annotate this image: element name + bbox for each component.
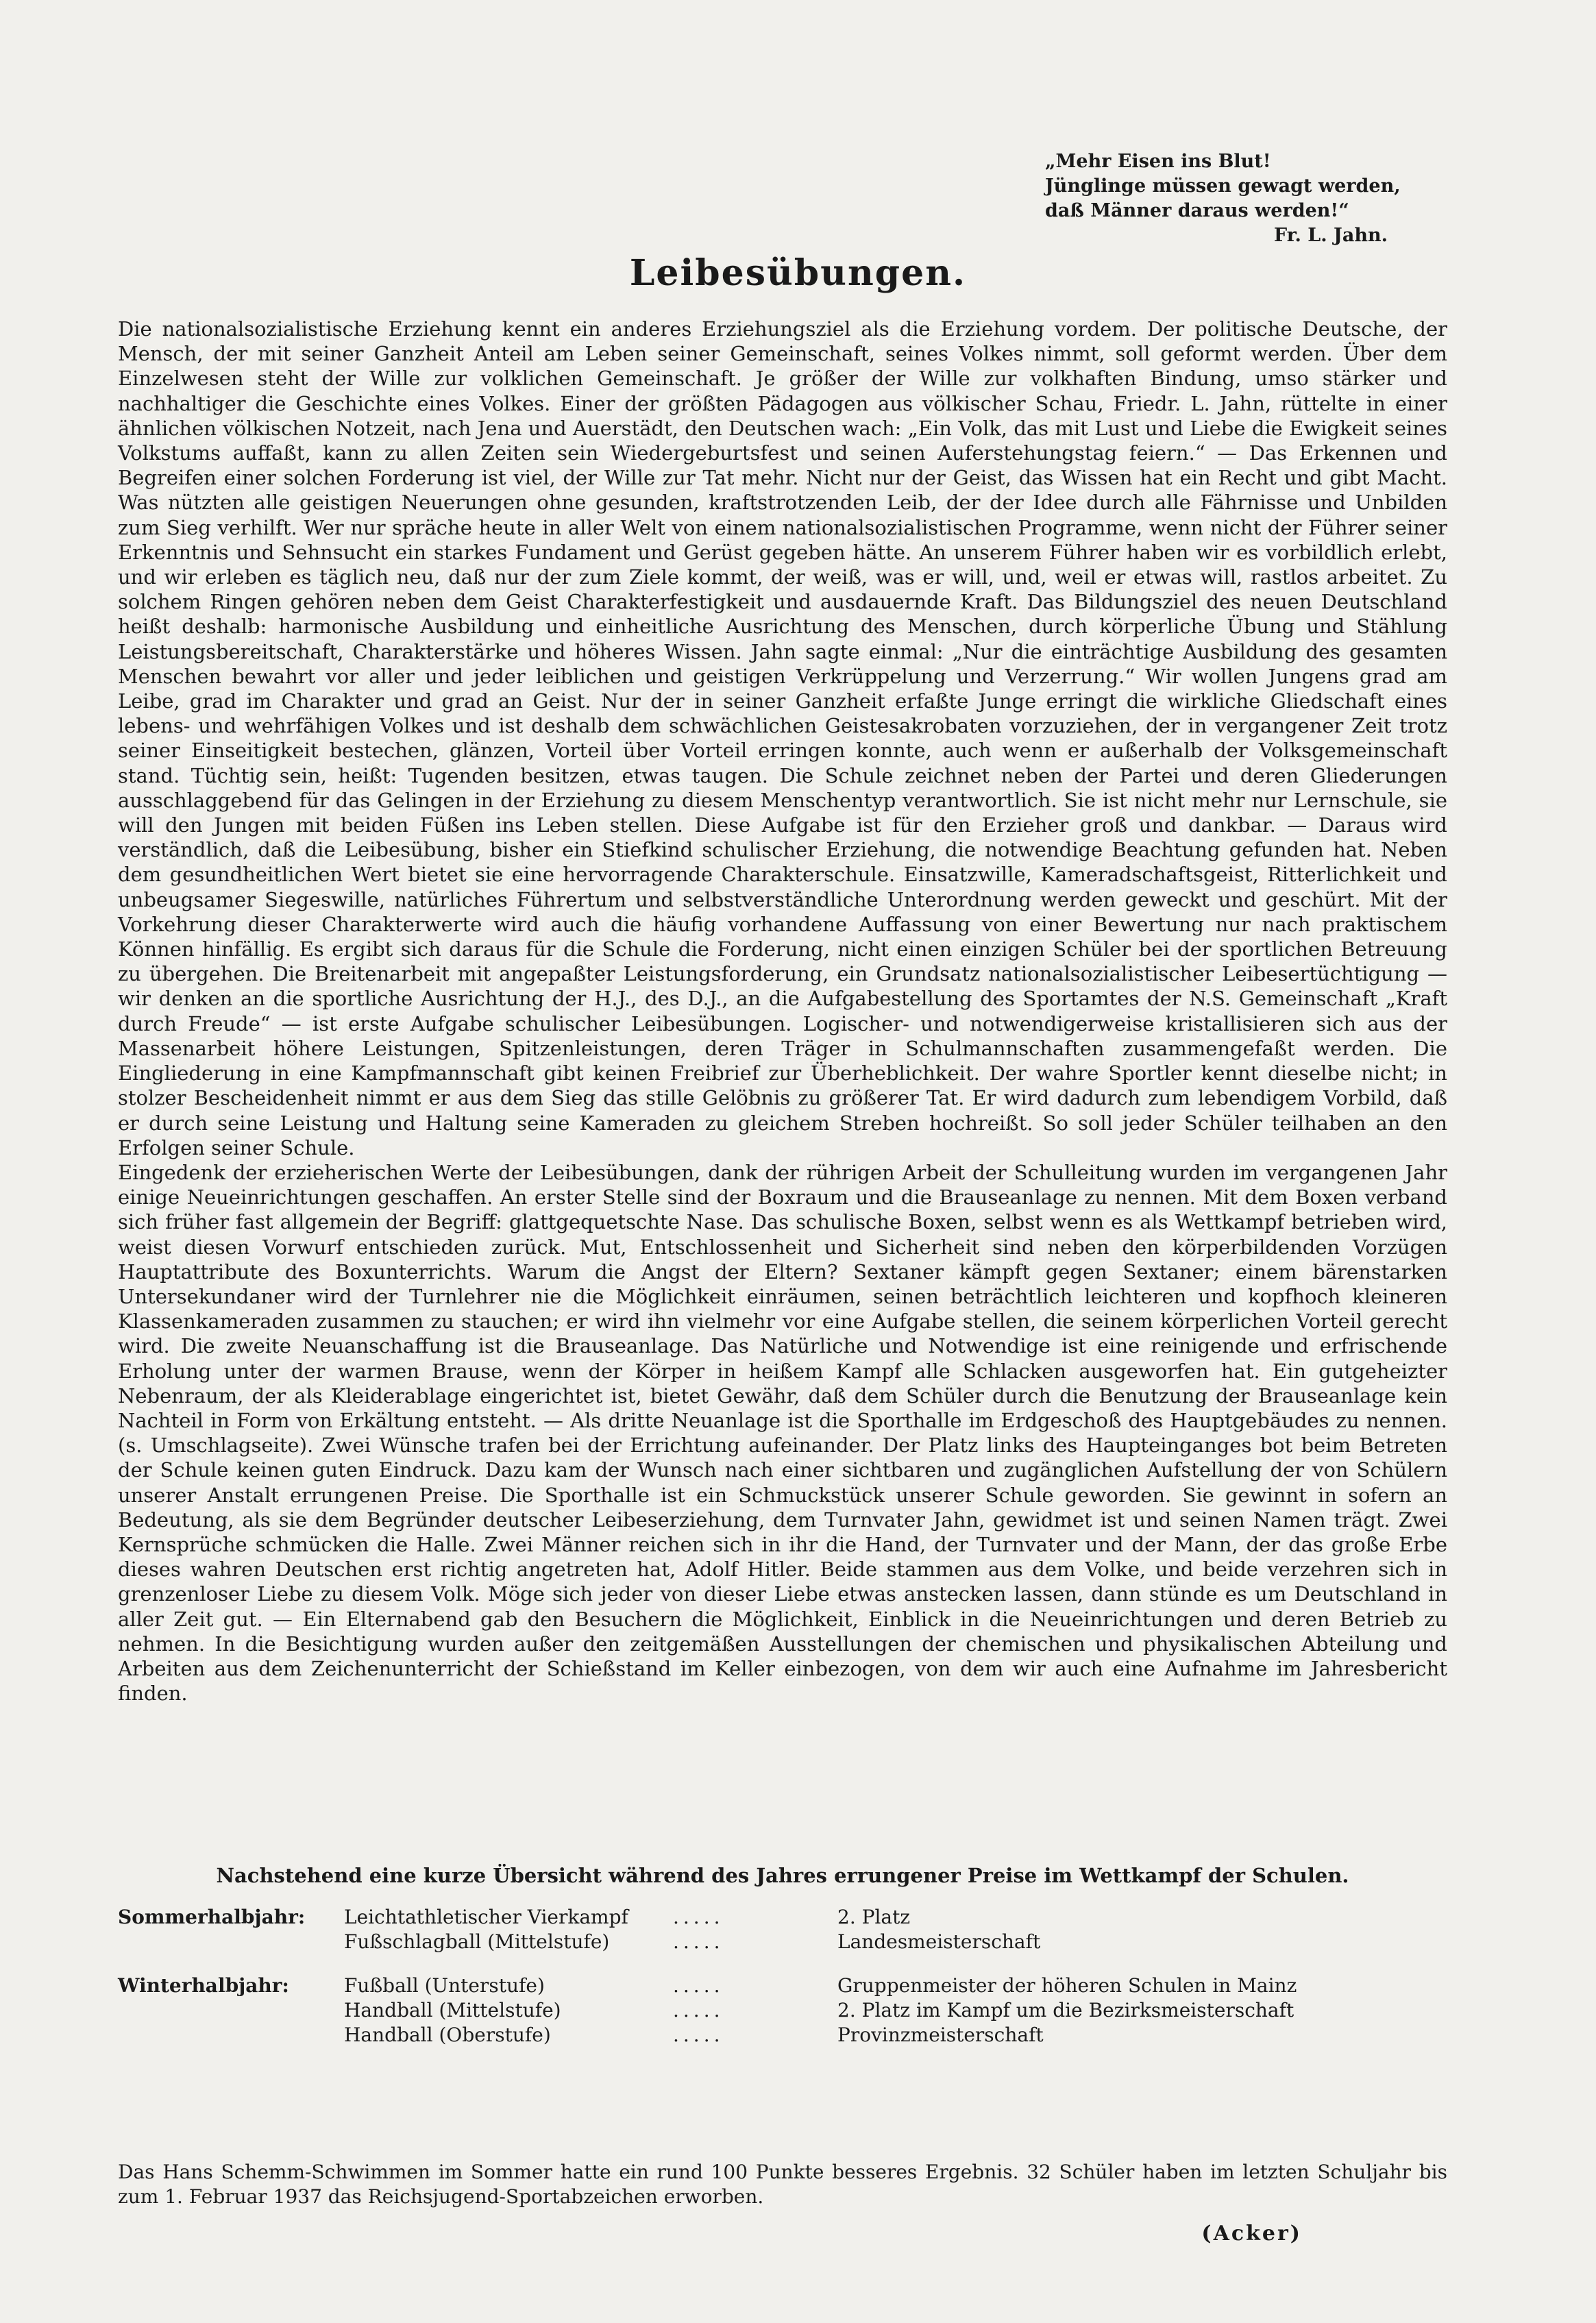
season-label: Winterhalbjahr: [118,1974,289,1997]
paragraph-1: Die nationalsozialistische Erziehung kennt ein anderes Erziehungsziel als die Erziehung vordem. Der politische Deutsche, der Mensch, der mit seiner Ganzheit Anteil am Leben seiner Gemeinschaft, seines Volkes nimmt, soll geformt werden. Über dem Einzelwesen steht der Wille zur volklichen Gemeinschaft. Je größer der Wille zur volkhaften Bindung, umso stärker und nachhaltiger die Geschichte eines Volkes. Einer der größten Pädagogen aus völkischer Schau, Friedr. L. Jahn, rüttelte in einer ähnlichen völkischen Notzeit, nach Jena und Auerstädt, den Deutschen wach: „Ein Volk, das mit Lust und Liebe die Ewigkeit seines Volkstums auffaßt, kann zu allen Zeiten sein Wiedergeburtsfest und seinen Auferstehungstag feiern.“ — Das Erkennen und Begreifen einer solchen Forderung ist viel, der Wille zur Tat mehr. Nicht nur der Geist, das Wissen hat ein Recht und gibt Macht. Was nützten alle geistigen Neuerungen ohne gesunden, kraftstrotzenden Leib, der der Idee durch alle Fährnisse und Unbilden zum Sieg verhilft. Wer nur spräche heute in aller Welt von einem nationalsozialistischen Programme, wenn nicht der Führer seiner Erkenntnis und Sehnsucht ein starkes Fundament und Gerüst gegeben hätte. An unserem Führer haben wir es vorbildlich erlebt, und wir erleben es täglich neu, daß nur der zum Ziele kommt, der weiß, was er will, und, weil er etwas will, rastlos arbeitet. Zu solchem Ringen gehören neben dem Geist Charakterfestigkeit und ausdauernde Kraft. Das Bildungsziel des neuen Deutschland heißt deshalb: harmonische Ausbildung und einheitliche Ausrichtung des Menschen, durch körperliche Übung und Stählung Leistungsbereitschaft, Charakterstärke und höheres Wissen. Jahn sagte einmal: „Nur die einträchtige Ausbildung des gesamten Menschen bewahrt vor aller und jeder leiblichen und geistigen Verkrüppelung und Verzerrung.“ Wir wollen Jungens grad am Leibe, grad im Charakter und grad an Geist. Nur der in seiner Ganzheit erfaßte Junge erringt die wirkliche Gliedschaft eines lebens- und wehrfähigen Volkes und ist deshalb dem schwächlichen Geistesakrobaten vorzuziehen, der in vergangener Zeit trotz seiner Einseitigkeit bestechen, glänzen, Vorteil über Vorteil erringen konnte, auch wenn er außerhalb der Volksgemeinschaft stand. Tüchtig sein, heißt: Tugenden besitzen, etwas taugen. Die Schule zeichnet neben der Partei und deren Gliederungen ausschlaggebend für das Gelingen in der Erziehung zu diesem Menschentyp verantwortlich. Sie ist nicht mehr nur Lernschule, sie will den Jungen mit beiden Füßen ins Leben stellen. Diese Aufgabe ist für den Erzieher groß und dankbar. — Daraus wird verständlich, daß die Leibesübung, bisher ein Stiefkind schulischer Erziehung, die notwendige Beachtung gefunden hat. Neben dem gesundheitlichen Wert bietet sie eine hervorragende Charakterschule. Einsatzwille, Kameradschaftsgeist, Ritterlichkeit und unbeugsamer Siegeswille, natürliches Führertum und selbstverständliche Unterordnung werden geweckt und geschürt. Mit der Vorkehrung dieser Charakterwerte wird auch die häufig vorhandene Auffassung von einer Bewertung nur nach praktischem Können hinfällig. Es ergibt sich daraus für die Schule die Forderung, nicht einen einzigen Schüler bei der sportlichen Betreuung zu übergehen. Die Breitenarbeit mit angepaßter Leistungsforderung, ein Grundsatz nationalsozialistischer Leibesertüchtigung — wir denken an die sportliche Ausrichtung der H.J., des D.J., an die Aufgabestellung des Sportamtes der N.S. Gemeinschaft „Kraft durch Freude“ — ist erste Aufgabe schulischer Leibesübungen. Logischer- und notwendigerweise kristallisieren sich aus der Massenarbeit höhere Leistungen, Spitzenleistungen, deren Träger in Schulmannschaften zusammengefaßt werden. Die Eingliederung in eine Kampfmannschaft gibt keinen Freibrief zur Überheblichkeit. Der wahre Sportler kennt dieselbe nicht; in stolzer Bescheidenheit nimmt er aus dem Sieg das stille Gelöbnis zu größerer Tat. Er wird dadurch zum lebendigem Vorbild, daß er durch seine Leistung und Haltung seine Kameraden zu gleichem Streben hochreißt. So soll jeder Schüler teilhaben an den Erfolgen seiner Schule. [118,317,1447,1159]
prize-list [118,1905,1447,2067]
motto-line-2: Jünglinge müssen gewagt werden, [1045,175,1401,197]
prize-result: Provinzmeisterschaft [837,2024,1044,2046]
season-label: Sommerhalbjahr: [118,1906,306,1928]
prize-result: Gruppenmeister der höheren Schulen in Mainz [837,1974,1297,1997]
prize-overview-heading: Nachstehend eine kurze Übersicht während des Jahres errungener Preise im Wettkampf der Schulen. [216,1864,1349,1887]
prize-row [118,1998,1447,2023]
prize-event: Handball (Mittelstufe) [344,1999,561,2021]
prize-row [118,2023,1447,2048]
prize-event: Leichtathletischer Vierkampf [344,1906,628,1928]
body-text [118,317,1447,1706]
prize-leader: ..... [673,1999,724,2021]
page-title: Leibesübungen. [629,252,967,294]
prize-leader: ..... [673,1974,724,1997]
motto-author: Fr. L. Jahn. [1274,225,1388,246]
prize-leader: ..... [673,2024,724,2046]
motto-line-3: daß Männer daraus werden!“ [1045,200,1349,221]
prize-row [118,1905,1447,1930]
prize-result: 2. Platz im Kampf um die Bezirksmeisterschaft [837,1999,1294,2021]
closing-paragraph: Das Hans Schemm-Schwimmen im Sommer hatte ein rund 100 Punkte besseres Ergebnis. 32 Schüler haben im letzten Schuljahr bis zum 1. Februar 1937 das Reichsjugend-Sportabzeichen erworben. [118,2161,1447,2208]
season-winter [118,1974,1447,2048]
paragraph-2: Eingedenk der erzieherischen Werte der Leibesübungen, dank der rührigen Arbeit der Schulleitung wurden im vergangenen Jahr einige Neueinrichtungen geschaffen. An erster Stelle sind der Boxraum und die Brauseanlage zu nennen. Mit dem Boxen verband sich früher fast allgemein der Begriff: glattgequetschte Nase. Das schulische Boxen, selbst wenn es als Wettkampf betrieben wird, weist diesen Vorwurf entschieden zurück. Mut, Entschlossenheit und Sicherheit sind neben den körperbildenden Vorzügen Hauptattribute des Boxunterrichts. Warum die Angst der Eltern? Sextaner kämpft gegen Sextaner; einem bärenstarken Untersekundaner wird der Turnlehrer nie die Möglichkeit einräumen, seinen beträchtlich leichteren und kopfhoch kleineren Klassenkameraden zusammen zu stauchen; er wird ihn vielmehr vor eine Aufgabe stellen, die seinem körperlichen Vorteil gerecht wird. Die zweite Neuanschaffung ist die Brauseanlage. Das Natürliche und Notwendige ist eine reinigende und erfrischende Erholung unter der warmen Brause, wenn der Körper in heißem Kampf alle Schlacken ausgeworfen hat. Ein gutgeheizter Nebenraum, der als Kleiderablage eingerichtet ist, bietet Gewähr, daß dem Schüler durch die Benutzung der Brauseanlage kein Nachteil in Form von Erkältung entsteht. — Als dritte Neuanlage ist die Sporthalle im Erdgeschoß des Hauptgebäudes zu nennen. (s. Umschlagseite). Zwei Wünsche trafen bei der Errichtung aufeinander. Der Platz links des Haupteinganges bot beim Betreten der Schule keinen guten Eindruck. Dazu kam der Wunsch nach einer sichtbaren und zugänglichen Aufstellung der von Schülern unserer Anstalt errungenen Preise. Die Sporthalle ist ein Schmuckstück unserer Schule geworden. Sie gewinnt in sofern an Bedeutung, als sie dem Begründer deutscher Leibeserziehung, dem Turnvater Jahn, gewidmet ist und seinen Namen trägt. Zwei Kernsprüche schmücken die Halle. Zwei Männer reichen sich in ihr die Hand, der Turnvater und der Mann, der das große Erbe dieses wahren Deutschen erst richtig angetreten hat, Adolf Hitler. Beide stammen aus dem Volke, und beide verzehren sich in grenzenloser Liebe zu diesem Volk. Möge sich jeder von dieser Liebe etwas anstecken lassen, dann stünde es um Deutschland in aller Zeit gut. — Ein Elternabend gab den Besuchern die Möglichkeit, Einblick in die Neueinrichtungen und deren Betrieb zu nehmen. In die Besichtigung wurden außer den zeitgemäßen Ausstellungen der chemischen und physikalischen Abteilung und Arbeiten aus dem Zeichenunterricht der Schießstand im Keller einbezogen, von dem wir auch eine Aufnahme im Jahresbericht finden. [118,1160,1447,1706]
prize-row [118,1930,1447,1954]
season-summer [118,1905,1447,1954]
prize-event: Handball (Oberstufe) [344,2024,551,2046]
prize-row [118,1974,1447,1998]
prize-event: Fußschlagball (Mittelstufe) [344,1930,610,1953]
motto-quote [1045,149,1429,248]
prize-event: Fußball (Unterstufe) [344,1974,545,1997]
prize-leader: ..... [673,1906,724,1928]
prize-result: Landesmeisterschaft [837,1930,1041,1953]
motto-line-1: „Mehr Eisen ins Blut! [1045,151,1271,172]
prize-leader: ..... [673,1930,724,1953]
prize-result: 2. Platz [837,1906,911,1928]
author-signature: (Acker) [1201,2222,1302,2246]
